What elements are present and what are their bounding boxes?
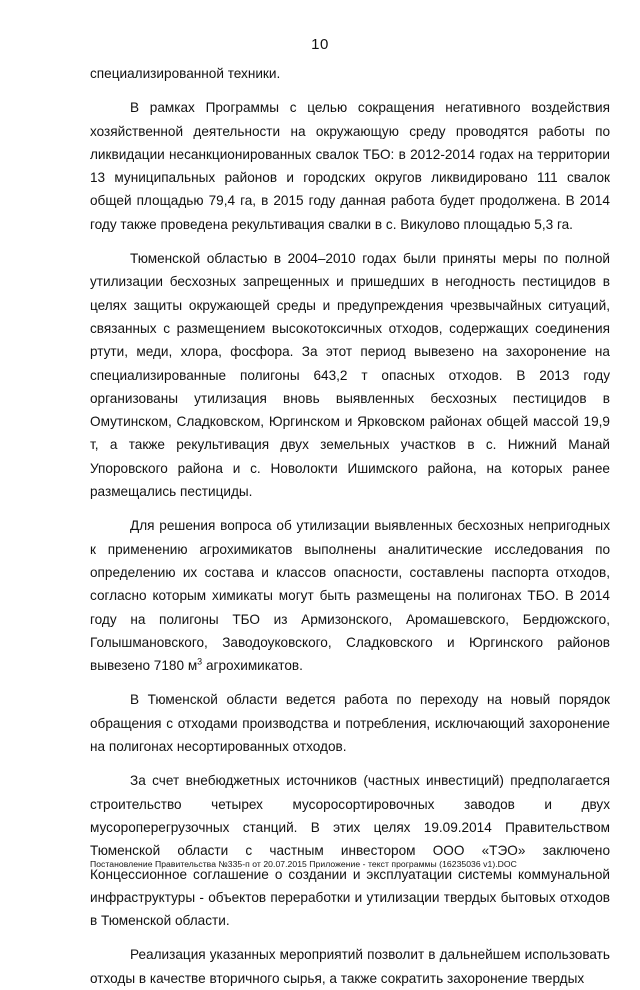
paragraph-private-investment: За счет внебюджетных источников (частных инвестиций) предполагается строительство четырех мусоросортировочных заводов и двух мусороперегрузочных станций. В этих целях 19.09.2014 Правительством Тюменской области с частным инвестором ООО «ТЭО» заключено Концессионное соглашение о создании и эксплуатации системы коммунальной инфраструктуры - объектов переработки и утилизации твердых бытовых отходов в Тюменской области. — [90, 773, 610, 929]
paragraph-new-waste-policy: В Тюменской области ведется работа по переходу на новый порядок обращения с отходами производства и потребления, исключающий захоронение на полигонах несортированных отходов. — [90, 692, 610, 755]
page-number: 10 — [311, 36, 329, 53]
paragraph-continuation: специализированной техники. — [90, 66, 281, 81]
paragraph-implementation-results: Реализация указанных мероприятий позволит в дальнейшем использовать отходы в качестве вторичного сырья, а также сократить захоронение твердых — [90, 947, 610, 986]
paragraph-landfill-liquidation: В рамках Программы с целью сокращения негативного воздействия хозяйственной деятельности на окружающую среду проводятся работы по ликвидации несанкционированных свалок ТБО: в 2012-2014 годах на территории 13 муниципальных районов и городских округов ликвидировано 111 свалок общей площадью 79,4 га, в 2015 году данная работа будет продолжена. В 2014 году также проведена рекультивация свалки в с. Викулово площадью 5,3 га. — [90, 100, 610, 232]
document-body — [90, 62, 610, 990]
agrochemicals-text: Для решения вопроса об утилизации выявленных бесхозных непригодных к применению агрохимикатов выполнены аналитические исследования по определению их состава и классов опасности, составлены паспорта отходов, согласно которым химикаты могут быть размещены на полигонах ТБО. В 2014 году на полигоны ТБО из Армизонского, Аромашевского, Бердюжского, Голышмановского, Заводоуковского, Сладковского и Юргинского районов вывезено 7180 м — [90, 518, 610, 674]
footer-document-reference: Постановление Правительства №335-п от 20.07.2015 Приложение - текст программы (16235036 v1).DOC — [90, 859, 517, 869]
agrochemicals-tail: агрохимикатов. — [202, 658, 303, 674]
paragraph-pesticide-disposal: Тюменской областью в 2004–2010 годах были приняты меры по полной утилизации бесхозных запрещенных и пришедших в негодность пестицидов в целях защиты окружающей среды и предупреждения чрезвычайных ситуаций, связанных с размещением высокотоксичных отходов, содержащих соединения ртути, меди, хлора, фосфора. За этот период вывезено на захоронение на специализированные полигоны 643,2 т опасных отходов. В 2013 году организованы утилизация вновь выявленных бесхозных пестицидов в Омутинском, Сладковском, Юргинском и Ярковском районах общей массой 19,9 т, а также рекультивация двух земельных участков в с. Нижний Манай Упоровского района и с. Новолокти Ишимского района, на которых ранее размещались пестициды. — [90, 251, 610, 500]
paragraph-agrochemicals — [90, 514, 610, 677]
cubic-superscript: 3 — [197, 656, 203, 667]
